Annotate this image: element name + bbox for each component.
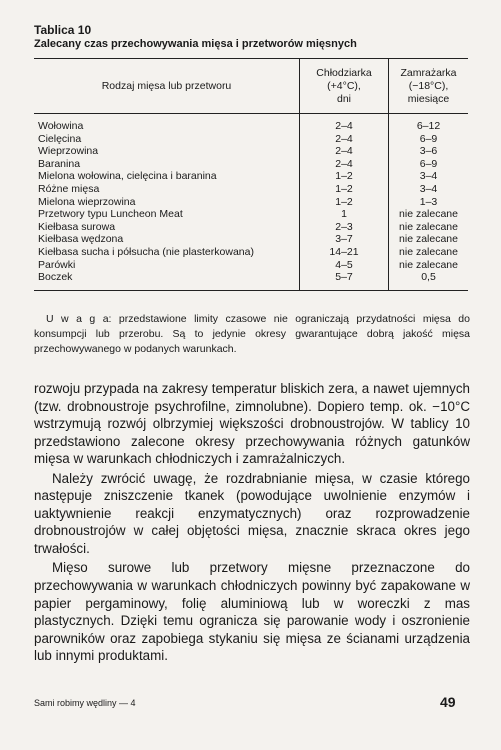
cell-product: Kiełbasa surowa <box>38 220 116 233</box>
table-row <box>34 233 468 246</box>
table-row <box>34 208 468 221</box>
cell-product: Kiełbasa wędzona <box>38 233 124 246</box>
header-fridge <box>300 59 389 114</box>
table-row <box>34 114 468 133</box>
cell-freezer: nie zalecane <box>389 259 469 272</box>
cell-fridge: 2–4 <box>300 114 389 133</box>
storage-table <box>34 58 468 291</box>
table-title: Tablica 10 <box>34 23 92 37</box>
table-row <box>34 158 468 171</box>
header-fridge-line1: Chłodziarka <box>316 66 372 79</box>
cell-freezer: nie zalecane <box>389 246 469 259</box>
cell-product: Wieprzowina <box>38 145 99 158</box>
cell-freezer: 0,5 <box>389 271 469 290</box>
table-row <box>34 221 468 234</box>
cell-freezer: nie zalecane <box>389 233 469 246</box>
cell-freezer: 3–4 <box>389 170 469 183</box>
cell-product: Parówki <box>38 258 76 271</box>
cell-product: Cielęcina <box>38 132 82 145</box>
cell-freezer: 3–4 <box>389 183 469 196</box>
cell-fridge: 1 <box>300 208 389 221</box>
table-row <box>34 259 468 272</box>
cell-freezer: 3–6 <box>389 145 469 158</box>
header-freezer-line3: miesiące <box>407 92 450 105</box>
cell-product: Mielona wołowina, cielęcina i baranina <box>38 170 217 183</box>
cell-fridge: 5–7 <box>300 271 389 290</box>
cell-fridge: 2–3 <box>300 221 389 234</box>
cell-fridge: 2–4 <box>300 133 389 146</box>
cell-freezer: 6–12 <box>389 114 469 133</box>
table-row <box>34 271 468 290</box>
cell-product: Przetwory typu Luncheon Meat <box>38 208 183 221</box>
table-caption: Zalecany czas przechowywania mięsa i przetworów mięsnych <box>34 38 357 50</box>
paragraph: Należy zwrócić uwagę, że rozdrabnianie mięsa, w czasie którego następuje zniszczenie tkanek (powodujące uwolnienie enzymów i uaktywnienie reakcji enzymatycznych) oraz rozprowadzenie drobnoustrojów w całej objętości mięsa, znacznie skraca okres jego trwałości. <box>34 470 470 556</box>
header-fridge-line2: (+4°C), <box>327 79 361 92</box>
page-number: 49 <box>440 694 456 710</box>
header-fridge-line3: dni <box>336 92 351 105</box>
header-freezer-line1: Zamrażarka <box>400 66 457 79</box>
cell-fridge: 2–4 <box>300 145 389 158</box>
cell-freezer: nie zalecane <box>389 221 469 234</box>
table-row <box>34 145 468 158</box>
table-row <box>34 246 468 259</box>
cell-product: Różne mięsa <box>38 182 100 195</box>
paragraph: Mięso surowe lub przetwory mięsne przeznaczone do przechowywania w warunkach chłodniczych powinny być zapakowane w papier pergaminowy, folię aluminiową lub w woreczki z mas plastycznych. Dzięki temu ogranicza się parowanie wody i oszronienie parowników oraz zapobiega stykaniu się mięsa ze ścianami urządzenia lub innymi produktami. <box>34 560 470 664</box>
cell-freezer: 6–9 <box>389 158 469 171</box>
body-text <box>34 380 470 665</box>
table-row <box>34 170 468 183</box>
cell-product: Wołowina <box>38 120 84 132</box>
cell-product: Kiełbasa sucha i półsucha (nie plasterkowana) <box>38 245 254 258</box>
table-row <box>34 183 468 196</box>
cell-fridge: 1–2 <box>300 183 389 196</box>
cell-freezer: nie zalecane <box>389 208 469 221</box>
table-row <box>34 196 468 209</box>
cell-fridge: 3–7 <box>300 233 389 246</box>
cell-product: Baranina <box>38 157 81 170</box>
cell-freezer: 6–9 <box>389 133 469 146</box>
header-freezer-line2: (−18°C), <box>408 79 449 92</box>
cell-fridge: 4–5 <box>300 259 389 272</box>
cell-fridge: 1–2 <box>300 170 389 183</box>
header-product: Rodzaj mięsa lub przetworu <box>34 59 300 114</box>
cell-fridge: 14–21 <box>300 246 389 259</box>
table-header-row <box>34 59 468 114</box>
running-footer: Sami robimy wędliny — 4 <box>34 698 136 708</box>
cell-fridge: 2–4 <box>300 158 389 171</box>
header-freezer <box>389 59 469 114</box>
cell-product: Boczek <box>34 271 300 290</box>
table-note: U w a g a: przedstawione limity czasowe nie ograniczają przydatności mięsa do konsumpcji lub przerobu. Są to jedynie okresy gwarantujące dobrą jakość mięsa przechowywanego w podanych warunkach. <box>34 313 470 355</box>
table-row <box>34 133 468 146</box>
cell-product: Mielona wieprzowina <box>38 195 136 208</box>
paragraph: rozwoju przypada na zakresy temperatur bliskich zera, a nawet ujemnych (tzw. drobnoustroje psychrofilne, zimnolubne). Dopiero temp. ok. −10°C wstrzymują rozwój olbrzymiej większości drobnoustrojów. W tablicy 10 przedstawiono zalecone okresy przechowywania różnych gatunków mięsa w warunkach chłodniczych i zamrażalniczych. <box>34 381 470 467</box>
cell-freezer: 1–3 <box>389 196 469 209</box>
cell-fridge: 1–2 <box>300 196 389 209</box>
